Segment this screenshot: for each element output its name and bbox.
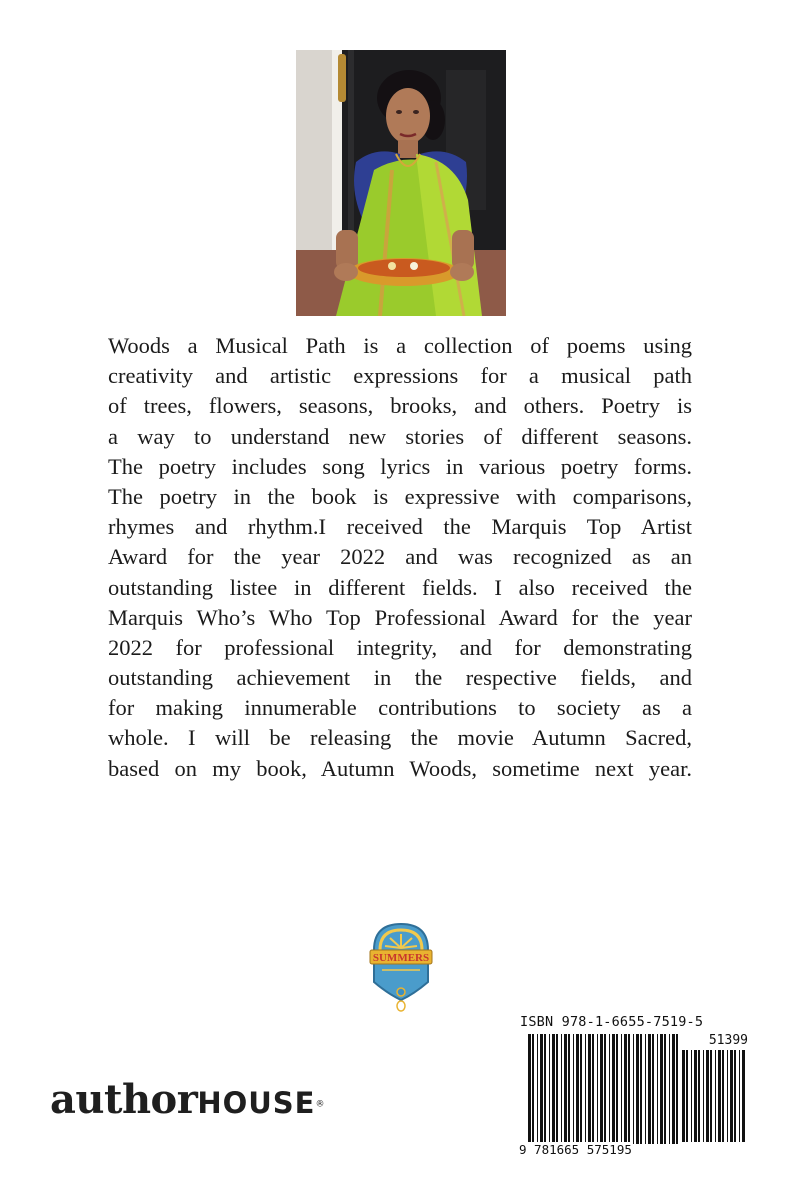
description-line: whole. I will be releasing the movie Autumn Sacred, — [108, 725, 692, 751]
publisher-name-house: HOUSE — [197, 1086, 316, 1120]
description-line: The poetry includes song lyrics in various poetry forms. — [108, 453, 692, 479]
description-line: Woods a Musical Path is a collection of poems using — [108, 333, 692, 358]
ean-barcode-bars — [528, 1034, 678, 1144]
seal-label: SUMMERS — [372, 952, 430, 964]
summers-seal-logo — [368, 920, 434, 1012]
description-line: for making innumerable contributions to society as a — [108, 695, 692, 721]
description-line: Award for the year 2022 and was recognized as an — [108, 544, 692, 570]
author-portrait-image — [296, 50, 506, 316]
ean-digits: 9 781665 575195 — [519, 1142, 632, 1157]
publisher-name-author: author — [50, 1076, 198, 1123]
description-line: of trees, flowers, seasons, brooks, and others. Poetry is — [108, 393, 692, 419]
book-description — [108, 331, 692, 784]
author-photo — [296, 50, 506, 316]
price-barcode-bars — [682, 1050, 748, 1142]
description-line: rhymes and rhythm.I received the Marquis Top Artist — [108, 514, 692, 540]
registered-mark: ® — [315, 1099, 325, 1110]
description-line: outstanding listee in different fields. I also received the — [108, 574, 692, 600]
description-line: based on my book, Autumn Woods, sometime next year. — [108, 755, 692, 781]
description-line: Marquis Who’s Who Top Professional Award for the year — [108, 604, 692, 630]
description-line: 2022 for professional integrity, and for demonstrating — [108, 634, 692, 660]
isbn-barcode — [514, 1014, 750, 1164]
price-code: 51399 — [708, 1033, 748, 1048]
description-line: The poetry in the book is expressive with comparisons, — [108, 483, 692, 509]
description-line: outstanding achievement in the respective fields, and — [108, 665, 692, 691]
description-line: a way to understand new stories of different seasons. — [108, 423, 692, 449]
description-line: creativity and artistic expressions for a musical path — [108, 363, 692, 389]
seal-icon — [368, 920, 434, 1012]
publisher-logo — [50, 1076, 324, 1126]
isbn-label: ISBN 978-1-6655-7519-5 — [520, 1014, 704, 1030]
